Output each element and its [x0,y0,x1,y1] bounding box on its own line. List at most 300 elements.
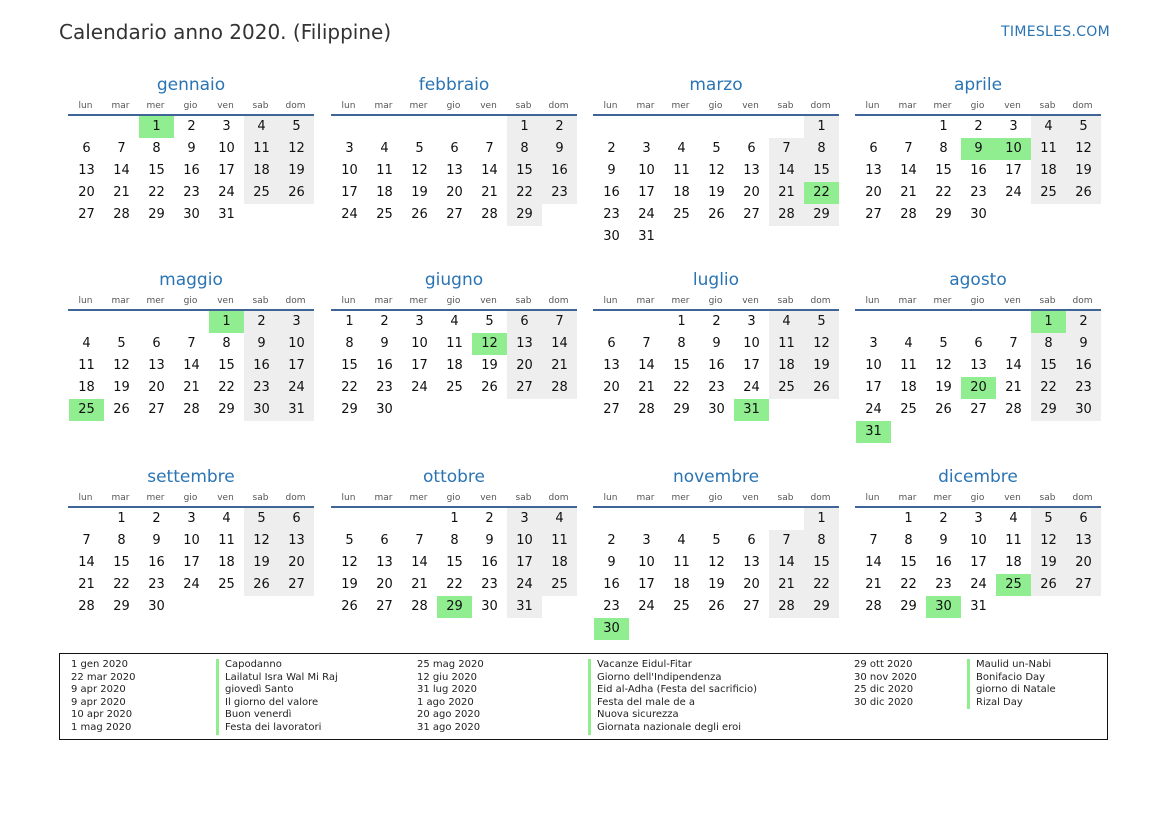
holiday-day-cell: 22 [804,182,839,204]
day-cell: 27 [1066,574,1101,596]
weekday-label: sab [1039,101,1056,111]
month-name: febbraio [418,75,490,95]
day-cell: 28 [542,377,577,399]
day-cell: 15 [113,555,130,570]
day-cell: 14 [481,163,498,178]
day-cell: 21 [411,577,428,592]
day-cell: 15 [218,358,235,373]
day-cell: 13 [603,358,620,373]
day-cell: 2 [974,119,983,134]
day-cell: 3 [1009,119,1018,134]
weekday-label: mar [636,296,655,306]
empty-cell [699,508,734,530]
day-cell: 25 [769,377,804,399]
day-cell: 28 [769,204,804,226]
day-cell: 6 [747,141,756,156]
day-cell: 20 [1066,552,1101,574]
day-cell: 9 [1066,333,1101,355]
month-giugno [331,268,577,421]
day-cell: 10 [638,163,655,178]
holiday-date: 31 lug 2020 [417,684,477,696]
weekday-label: sab [777,296,794,306]
day-cell: 21 [865,577,882,592]
day-cell: 31 [218,207,235,222]
holiday-day-cell: 31 [856,421,891,443]
day-cell: 19 [935,380,952,395]
empty-cell [629,508,664,530]
day-cell: 24 [218,185,235,200]
day-cell: 3 [869,336,878,351]
empty-cell [69,508,104,530]
day-grid [331,116,577,226]
weekday-label: ven [1004,101,1021,111]
day-cell: 30 [970,207,987,222]
day-cell: 26 [935,402,952,417]
day-cell: 11 [1005,533,1022,548]
day-cell: 27 [507,377,542,399]
day-cell: 22 [341,380,358,395]
holiday-date: 25 dic 2020 [854,684,914,696]
day-cell: 13 [279,530,314,552]
day-cell: 13 [1066,530,1101,552]
day-cell: 12 [1031,530,1066,552]
day-cell: 30 [1066,399,1101,421]
day-grid [593,508,839,640]
month-novembre [593,465,839,640]
weekday-label: ven [1004,296,1021,306]
day-cell: 20 [507,355,542,377]
holiday-name: Festa dei lavoratori [216,722,321,735]
day-cell: 22 [446,577,463,592]
day-cell: 23 [970,185,987,200]
day-cell: 27 [743,599,760,614]
day-cell: 18 [673,185,690,200]
day-cell: 28 [78,599,95,614]
holiday-date: 9 apr 2020 [71,684,126,696]
day-cell: 24 [638,207,655,222]
day-cell: 26 [1066,182,1101,204]
holiday-day-cell: 20 [961,377,996,399]
day-grid [68,311,314,421]
month-agosto [855,268,1101,443]
day-grid [593,116,839,248]
day-cell: 8 [117,533,126,548]
day-cell: 22 [900,577,917,592]
weekday-label: mar [898,101,917,111]
holiday-name: Buon venerdì [216,709,291,722]
weekday-label: sab [515,101,532,111]
weekday-header [331,490,577,506]
weekday-label: lun [603,101,618,111]
day-cell: 7 [642,336,651,351]
month-name: gennaio [156,75,226,95]
day-cell: 10 [279,333,314,355]
empty-cell [856,311,891,333]
empty-cell [769,116,804,138]
day-cell: 13 [865,163,882,178]
day-cell: 9 [607,555,616,570]
holiday-date: 1 gen 2020 [71,659,129,670]
day-cell: 12 [935,358,952,373]
weekday-label: mer [933,101,952,111]
day-cell: 27 [279,574,314,596]
day-cell: 30 [244,399,279,421]
day-cell: 24 [341,207,358,222]
day-cell: 29 [935,207,952,222]
holiday-date: 9 apr 2020 [71,696,126,708]
day-cell: 21 [113,185,130,200]
day-cell: 12 [804,333,839,355]
day-cell: 20 [446,185,463,200]
day-cell: 29 [218,402,235,417]
day-cell: 2 [607,141,616,156]
day-cell: 16 [542,160,577,182]
empty-cell [699,116,734,138]
day-cell: 25 [1031,182,1066,204]
day-cell: 8 [804,530,839,552]
day-cell: 21 [769,574,804,596]
day-cell: 19 [708,577,725,592]
day-cell: 25 [673,599,690,614]
day-cell: 27 [376,599,393,614]
month-name: settembre [147,467,235,487]
day-cell: 27 [603,402,620,417]
day-cell: 15 [804,552,839,574]
day-cell: 7 [82,533,91,548]
day-cell: 4 [769,311,804,333]
weekday-label: ven [217,296,234,306]
day-grid [855,116,1101,226]
weekday-label: dom [1072,296,1093,306]
day-cell: 17 [218,163,235,178]
weekday-label: dom [810,296,831,306]
day-cell: 1 [345,314,354,329]
holiday-name: Maulid un-Nabi [967,659,1051,672]
day-cell: 28 [481,207,498,222]
day-cell: 10 [341,163,358,178]
holiday-name: Nuova sicurezza [588,709,679,722]
weekday-label: ven [480,296,497,306]
day-cell: 20 [148,380,165,395]
day-cell: 11 [1031,138,1066,160]
weekday-label: gio [183,493,198,503]
weekday-label: ven [480,493,497,503]
day-cell: 11 [218,533,235,548]
holiday-date: 30 dic 2020 [854,696,914,708]
day-cell: 11 [673,163,690,178]
holiday-legend [59,653,1108,740]
day-cell: 22 [673,380,690,395]
day-cell: 4 [904,336,913,351]
weekday-label: ven [742,493,759,503]
day-cell: 26 [708,207,725,222]
day-cell: 3 [222,119,231,134]
day-cell: 24 [743,380,760,395]
day-cell: 8 [450,533,459,548]
weekday-label: mar [111,101,130,111]
day-cell: 27 [970,402,987,417]
empty-cell [664,116,699,138]
empty-cell [104,311,139,333]
empty-cell [856,116,891,138]
weekday-label: gio [708,296,723,306]
weekday-label: gio [446,101,461,111]
day-cell: 23 [481,577,498,592]
day-grid [593,311,839,421]
weekday-label: sab [777,101,794,111]
empty-cell [594,311,629,333]
month-name: luglio [692,270,740,290]
day-cell: 10 [411,336,428,351]
month-gennaio [68,73,314,226]
day-cell: 1 [677,314,686,329]
day-cell: 13 [376,555,393,570]
day-cell: 26 [341,599,358,614]
weekday-label: dom [285,101,306,111]
day-cell: 2 [939,511,948,526]
day-cell: 24 [279,377,314,399]
day-cell: 18 [542,552,577,574]
day-cell: 11 [900,358,917,373]
weekday-header [593,293,839,309]
weekday-label: lun [78,296,93,306]
day-cell: 23 [1066,377,1101,399]
day-cell: 3 [642,533,651,548]
day-grid [331,508,577,618]
day-cell: 30 [376,402,393,417]
day-cell: 21 [1005,380,1022,395]
day-cell: 9 [607,163,616,178]
weekday-label: mer [671,101,690,111]
day-cell: 25 [542,574,577,596]
holiday-name: Bonifacio Day [967,672,1045,685]
day-cell: 19 [1066,160,1101,182]
holiday-date: 1 mag 2020 [71,722,132,733]
day-cell: 29 [113,599,130,614]
day-cell: 25 [446,380,463,395]
day-cell: 9 [152,533,161,548]
day-cell: 2 [187,119,196,134]
day-cell: 23 [603,599,620,614]
weekday-label: dom [1072,101,1093,111]
weekday-label: ven [742,296,759,306]
weekday-label: sab [515,493,532,503]
day-cell: 23 [542,182,577,204]
day-cell: 25 [673,207,690,222]
day-cell: 15 [673,358,690,373]
day-cell: 16 [183,163,200,178]
day-cell: 4 [542,508,577,530]
day-cell: 5 [117,336,126,351]
day-grid [331,311,577,421]
weekday-header [855,293,1101,309]
day-cell: 7 [769,530,804,552]
weekday-label: ven [217,101,234,111]
day-cell: 30 [148,599,165,614]
day-cell: 14 [900,163,917,178]
day-cell: 14 [638,358,655,373]
day-cell: 29 [804,596,839,618]
holiday-date: 25 mag 2020 [417,659,484,670]
weekday-label: gio [446,296,461,306]
day-cell: 14 [769,160,804,182]
day-cell: 12 [341,555,358,570]
weekday-label: mar [898,296,917,306]
weekday-label: lun [341,493,356,503]
day-cell: 23 [935,577,952,592]
day-cell: 10 [183,533,200,548]
empty-cell [402,116,437,138]
day-cell: 13 [446,163,463,178]
holiday-date: 1 ago 2020 [417,696,474,708]
day-cell: 19 [341,577,358,592]
day-cell: 9 [712,336,721,351]
weekday-label: lun [865,101,880,111]
month-dicembre [855,465,1101,618]
day-cell: 23 [708,380,725,395]
day-cell: 22 [935,185,952,200]
weekday-label: lun [341,296,356,306]
holiday-day-cell: 10 [996,138,1031,160]
day-cell: 1 [804,116,839,138]
empty-cell [367,508,402,530]
page-title: Calendario anno 2020. (Filippine) [59,20,392,44]
day-cell: 6 [1066,508,1101,530]
day-cell: 25 [376,207,393,222]
holiday-name: Rizal Day [967,697,1023,710]
weekday-label: ven [217,493,234,503]
day-cell: 5 [712,533,721,548]
empty-cell [856,508,891,530]
holiday-date: 22 mar 2020 [71,671,136,683]
day-cell: 10 [507,530,542,552]
day-cell: 27 [148,402,165,417]
day-cell: 28 [183,402,200,417]
weekday-label: mer [409,493,428,503]
day-cell: 17 [183,555,200,570]
day-cell: 16 [481,555,498,570]
day-cell: 14 [78,555,95,570]
day-cell: 3 [974,511,983,526]
day-cell: 18 [376,185,393,200]
empty-cell [629,116,664,138]
day-cell: 8 [804,138,839,160]
holiday-date: 10 apr 2020 [71,709,133,721]
day-cell: 27 [865,207,882,222]
weekday-label: dom [285,296,306,306]
empty-cell [332,116,367,138]
month-febbraio [331,73,577,226]
day-cell: 13 [970,358,987,373]
weekday-label: lun [865,493,880,503]
day-cell: 17 [865,380,882,395]
day-cell: 15 [804,160,839,182]
day-cell: 5 [345,533,354,548]
day-cell: 24 [638,599,655,614]
day-cell: 10 [865,358,882,373]
day-cell: 17 [279,355,314,377]
holiday-date: 30 nov 2020 [854,671,917,683]
weekday-label: sab [1039,296,1056,306]
day-cell: 15 [341,358,358,373]
day-cell: 28 [638,402,655,417]
day-cell: 3 [415,314,424,329]
day-cell: 29 [900,599,917,614]
day-cell: 2 [380,314,389,329]
weekday-header [593,490,839,506]
day-cell: 4 [244,116,279,138]
weekday-header [331,293,577,309]
day-cell: 22 [218,380,235,395]
day-cell: 24 [970,577,987,592]
day-cell: 3 [747,314,756,329]
day-cell: 5 [1066,116,1101,138]
weekday-label: dom [548,101,569,111]
day-cell: 2 [485,511,494,526]
day-cell: 24 [183,577,200,592]
day-cell: 23 [244,377,279,399]
day-cell: 2 [152,511,161,526]
weekday-label: mar [374,493,393,503]
day-cell: 19 [244,552,279,574]
empty-cell [629,311,664,333]
day-cell: 12 [279,138,314,160]
day-cell: 27 [743,207,760,222]
empty-cell [69,116,104,138]
weekday-label: gio [708,493,723,503]
holiday-name: Lailatul Isra Wal Mi Raj [216,672,338,685]
day-cell: 6 [747,533,756,548]
day-cell: 19 [804,355,839,377]
day-cell: 26 [804,377,839,399]
day-cell: 13 [507,333,542,355]
weekday-label: gio [970,493,985,503]
day-cell: 26 [411,207,428,222]
holiday-date: 29 ott 2020 [854,659,913,670]
weekday-label: mer [146,101,165,111]
day-cell: 9 [542,138,577,160]
day-cell: 10 [970,533,987,548]
empty-cell [664,508,699,530]
day-cell: 30 [481,599,498,614]
day-cell: 27 [446,207,463,222]
day-cell: 17 [341,185,358,200]
holiday-name: Vacanze Eidul-Fitar [588,659,692,672]
day-cell: 9 [380,336,389,351]
day-cell: 29 [148,207,165,222]
empty-cell [769,508,804,530]
month-name: maggio [159,270,223,290]
day-cell: 4 [1009,511,1018,526]
month-name: dicembre [938,467,1018,487]
day-cell: 20 [865,185,882,200]
empty-cell [69,311,104,333]
empty-cell [891,311,926,333]
day-cell: 14 [769,552,804,574]
day-cell: 15 [507,160,542,182]
site-link[interactable]: TIMESLES.COM [1001,24,1110,40]
day-cell: 3 [345,141,354,156]
day-cell: 17 [507,552,542,574]
day-cell: 15 [900,555,917,570]
month-name: aprile [953,75,1003,95]
day-cell: 1 [939,119,948,134]
day-cell: 18 [218,555,235,570]
day-cell: 6 [450,141,459,156]
day-cell: 7 [485,141,494,156]
day-cell: 8 [222,336,231,351]
day-cell: 28 [1005,402,1022,417]
